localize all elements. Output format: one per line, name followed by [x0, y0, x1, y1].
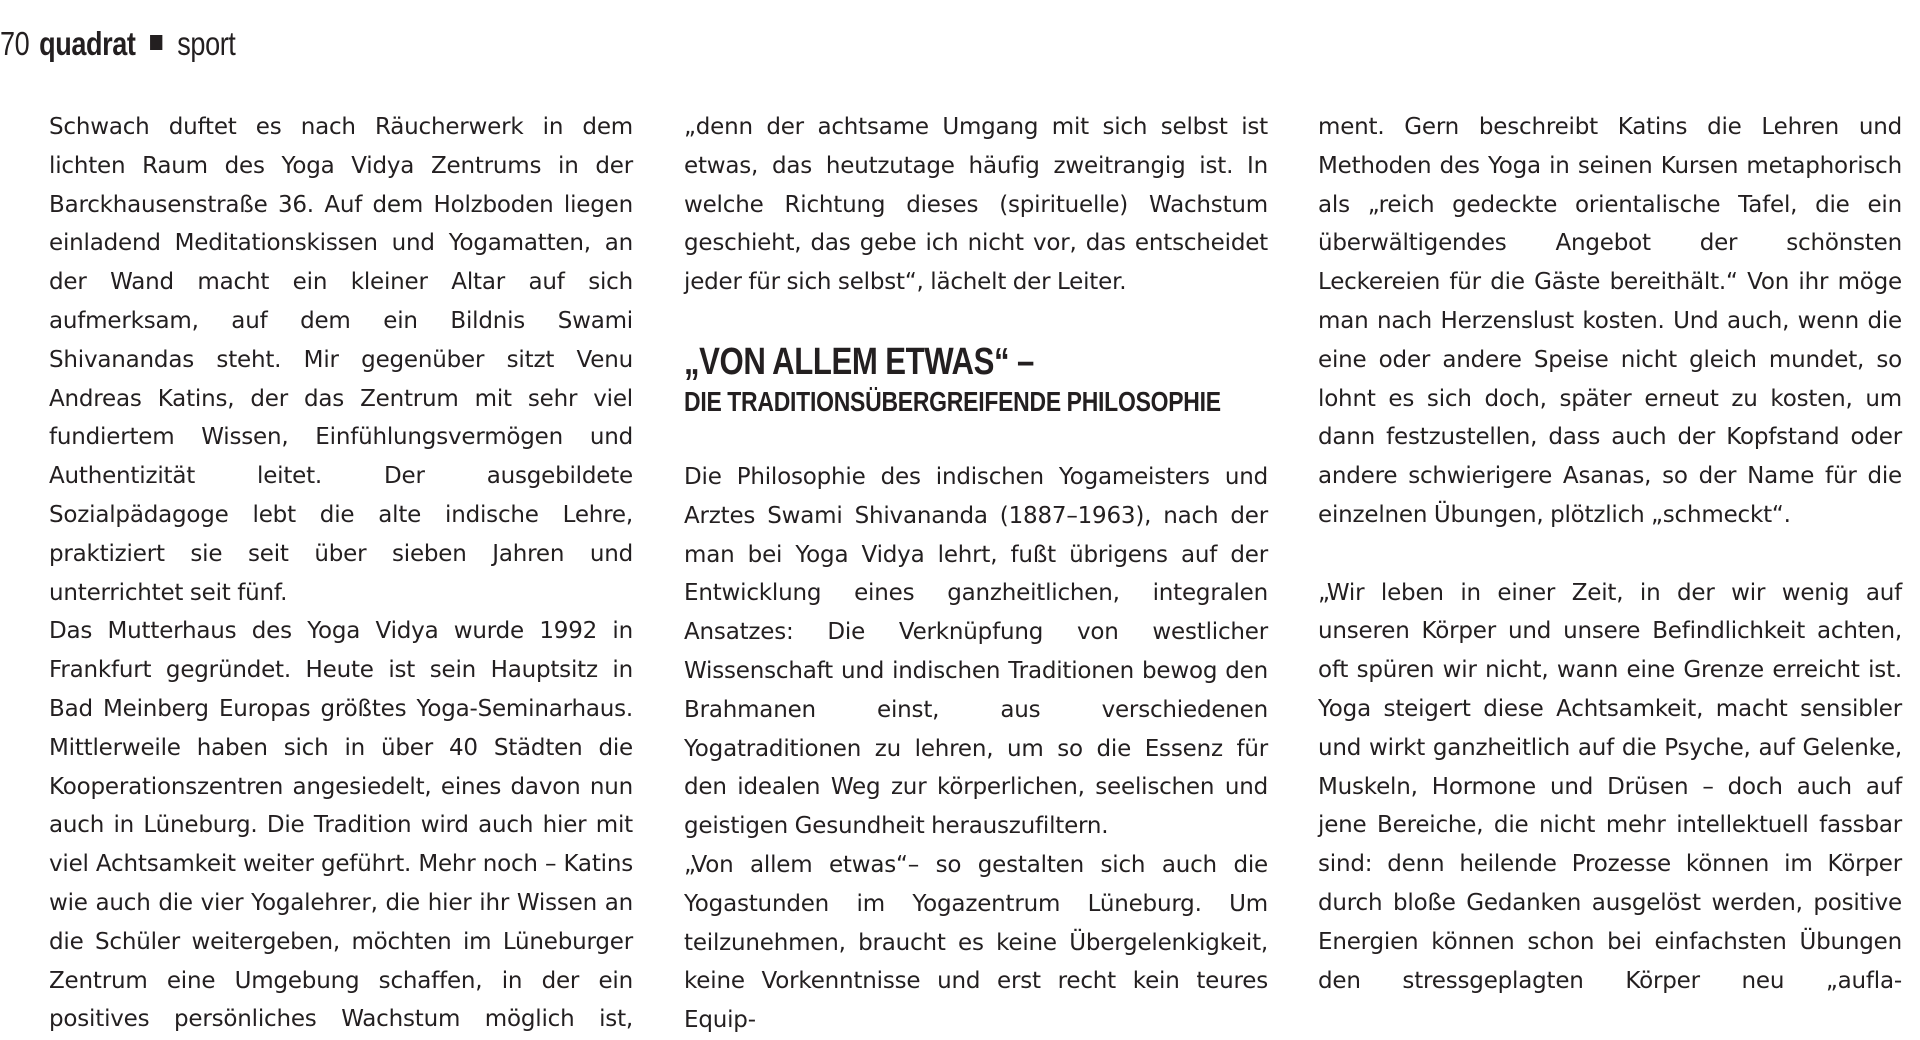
body-paragraph: ment. Gern beschreibt Katins die Lehren und Methoden des Yoga in seinen Kursen metaphorisch als „reich gedeckte orientalische Tafel, die ein überwältigendes Angebot der schönsten Leckereien für die Gäste bereithält.“ Von ihr möge man nach Herzenslust kosten. Und auch, wenn die eine oder andere Speise nicht gleich mundet, so lohnt es sich doch, später erneut zu kosten, um dann festzustellen, dass auch der Kopfstand oder andere schwierigere Asanas, so der Name für die einzelnen Übungen, plötzlich „schmeckt“.	[1318, 114, 1902, 528]
section-heading-title: „VON ALLEM ETWAS“ –	[684, 340, 1034, 383]
body-paragraph: „Wir leben in einer Zeit, in der wir wenig auf unseren Körper und unsere Befindlichkeit achten, oft spüren wir nicht, wann eine Grenze erreicht ist. Yoga steigert diese Achtsamkeit, macht sensibler und wirkt ganzheitlich auf die Psyche, auf Gelenke, Muskeln, Hormone und Drüsen – doch auch auf jene Bereiche, die nicht mehr intellektuell fassbar sind: denn heilende Prozesse können im Körper durch bloße Gedanken ausgelöst werden, positive Energien können schon bei einfachsten Übungen den stressgeplagten Körper neu „aufla-	[1318, 579, 1902, 994]
article-column-3	[1318, 108, 1902, 1000]
section-name: sport	[177, 25, 236, 62]
body-paragraph: „Von allem etwas“– so gestalten sich auch die Yogastunden im Yogazentrum Lüneburg. Um teilzunehmen, braucht es keine Übergelenkigkeit, keine Vorkenntnisse und erst recht kein teures Equip-	[684, 851, 1268, 1034]
article-column-2	[684, 108, 1268, 1040]
section-heading-subtitle: DIE TRADITIONSÜBERGREIFENDE PHILOSOPHIE	[684, 385, 1221, 417]
body-paragraph: Schwach duftet es nach Räucherwerk in dem lichten Raum des Yoga Vidya Zentrums in der Barckhausenstraße 36. Auf dem Holzboden liegen einladend Meditationskissen und Yogamatten, an der Wand macht ein kleiner Altar auf sich aufmerksam, auf dem ein Bildnis Swami Shivanandas steht. Mir gegenüber sitzt Venu Andreas Katins, der das Zentrum mit sehr viel fundiertem Wissen, Einfühlungsvermögen und Authentizität leitet. Der ausgebildete Sozialpädagoge lebt die alte indische Lehre, praktiziert sie seit über sieben Jahren und unterrichtet seit fünf.	[49, 114, 633, 606]
article-column-1	[49, 108, 633, 1039]
section-heading	[684, 340, 1268, 420]
body-paragraph: Das Mutterhaus des Yoga Vidya wurde 1992 in Frankfurt gegründet. Heute ist sein Hauptsitz in Bad Meinberg Europas größtes Yoga-Seminarhaus. Mittlerweile haben sich in über 40 Städten die Kooperationszentren angesiedelt, eines davon nun auch in Lüneburg. Die Tradition wird auch hier mit viel Achtsamkeit weiter geführt. Mehr noch – Katins wie auch die vier Yogalehrer, die hier ihr Wissen an die Schüler weitergeben, möchten im Lüneburger Zentrum eine Umgebung schaffen, in der ein positives persönliches Wachstum möglich ist,	[49, 618, 633, 1033]
running-head	[0, 24, 235, 64]
separator-square-icon	[150, 35, 162, 50]
body-paragraph: „denn der achtsame Umgang mit sich selbst ist etwas, das heutzutage häufig zweitrangig ist. In welche Richtung dieses (spirituelle) Wachstum geschieht, das gebe ich nicht vor, das entscheidet jeder für sich selbst“, lächelt der Leiter.	[684, 114, 1268, 296]
page-number: 70	[0, 25, 30, 62]
body-paragraph: Die Philosophie des indischen Yogameisters und Arztes Swami Shivananda (1887–1963), nach der man bei Yoga Vidya lehrt, fußt übrigens auf der Entwicklung eines ganzheitlichen, integralen Ansatzes: Die Verknüpfung von westlicher Wissenschaft und indischen Traditionen bewog den Brahmanen einst, aus verschiedenen Yogatraditionen zu lehren, um so die Essenz für den idealen Weg zur körperlichen, seelischen und geistigen Gesundheit herauszufiltern.	[684, 463, 1268, 840]
magazine-name: quadrat	[39, 25, 136, 62]
